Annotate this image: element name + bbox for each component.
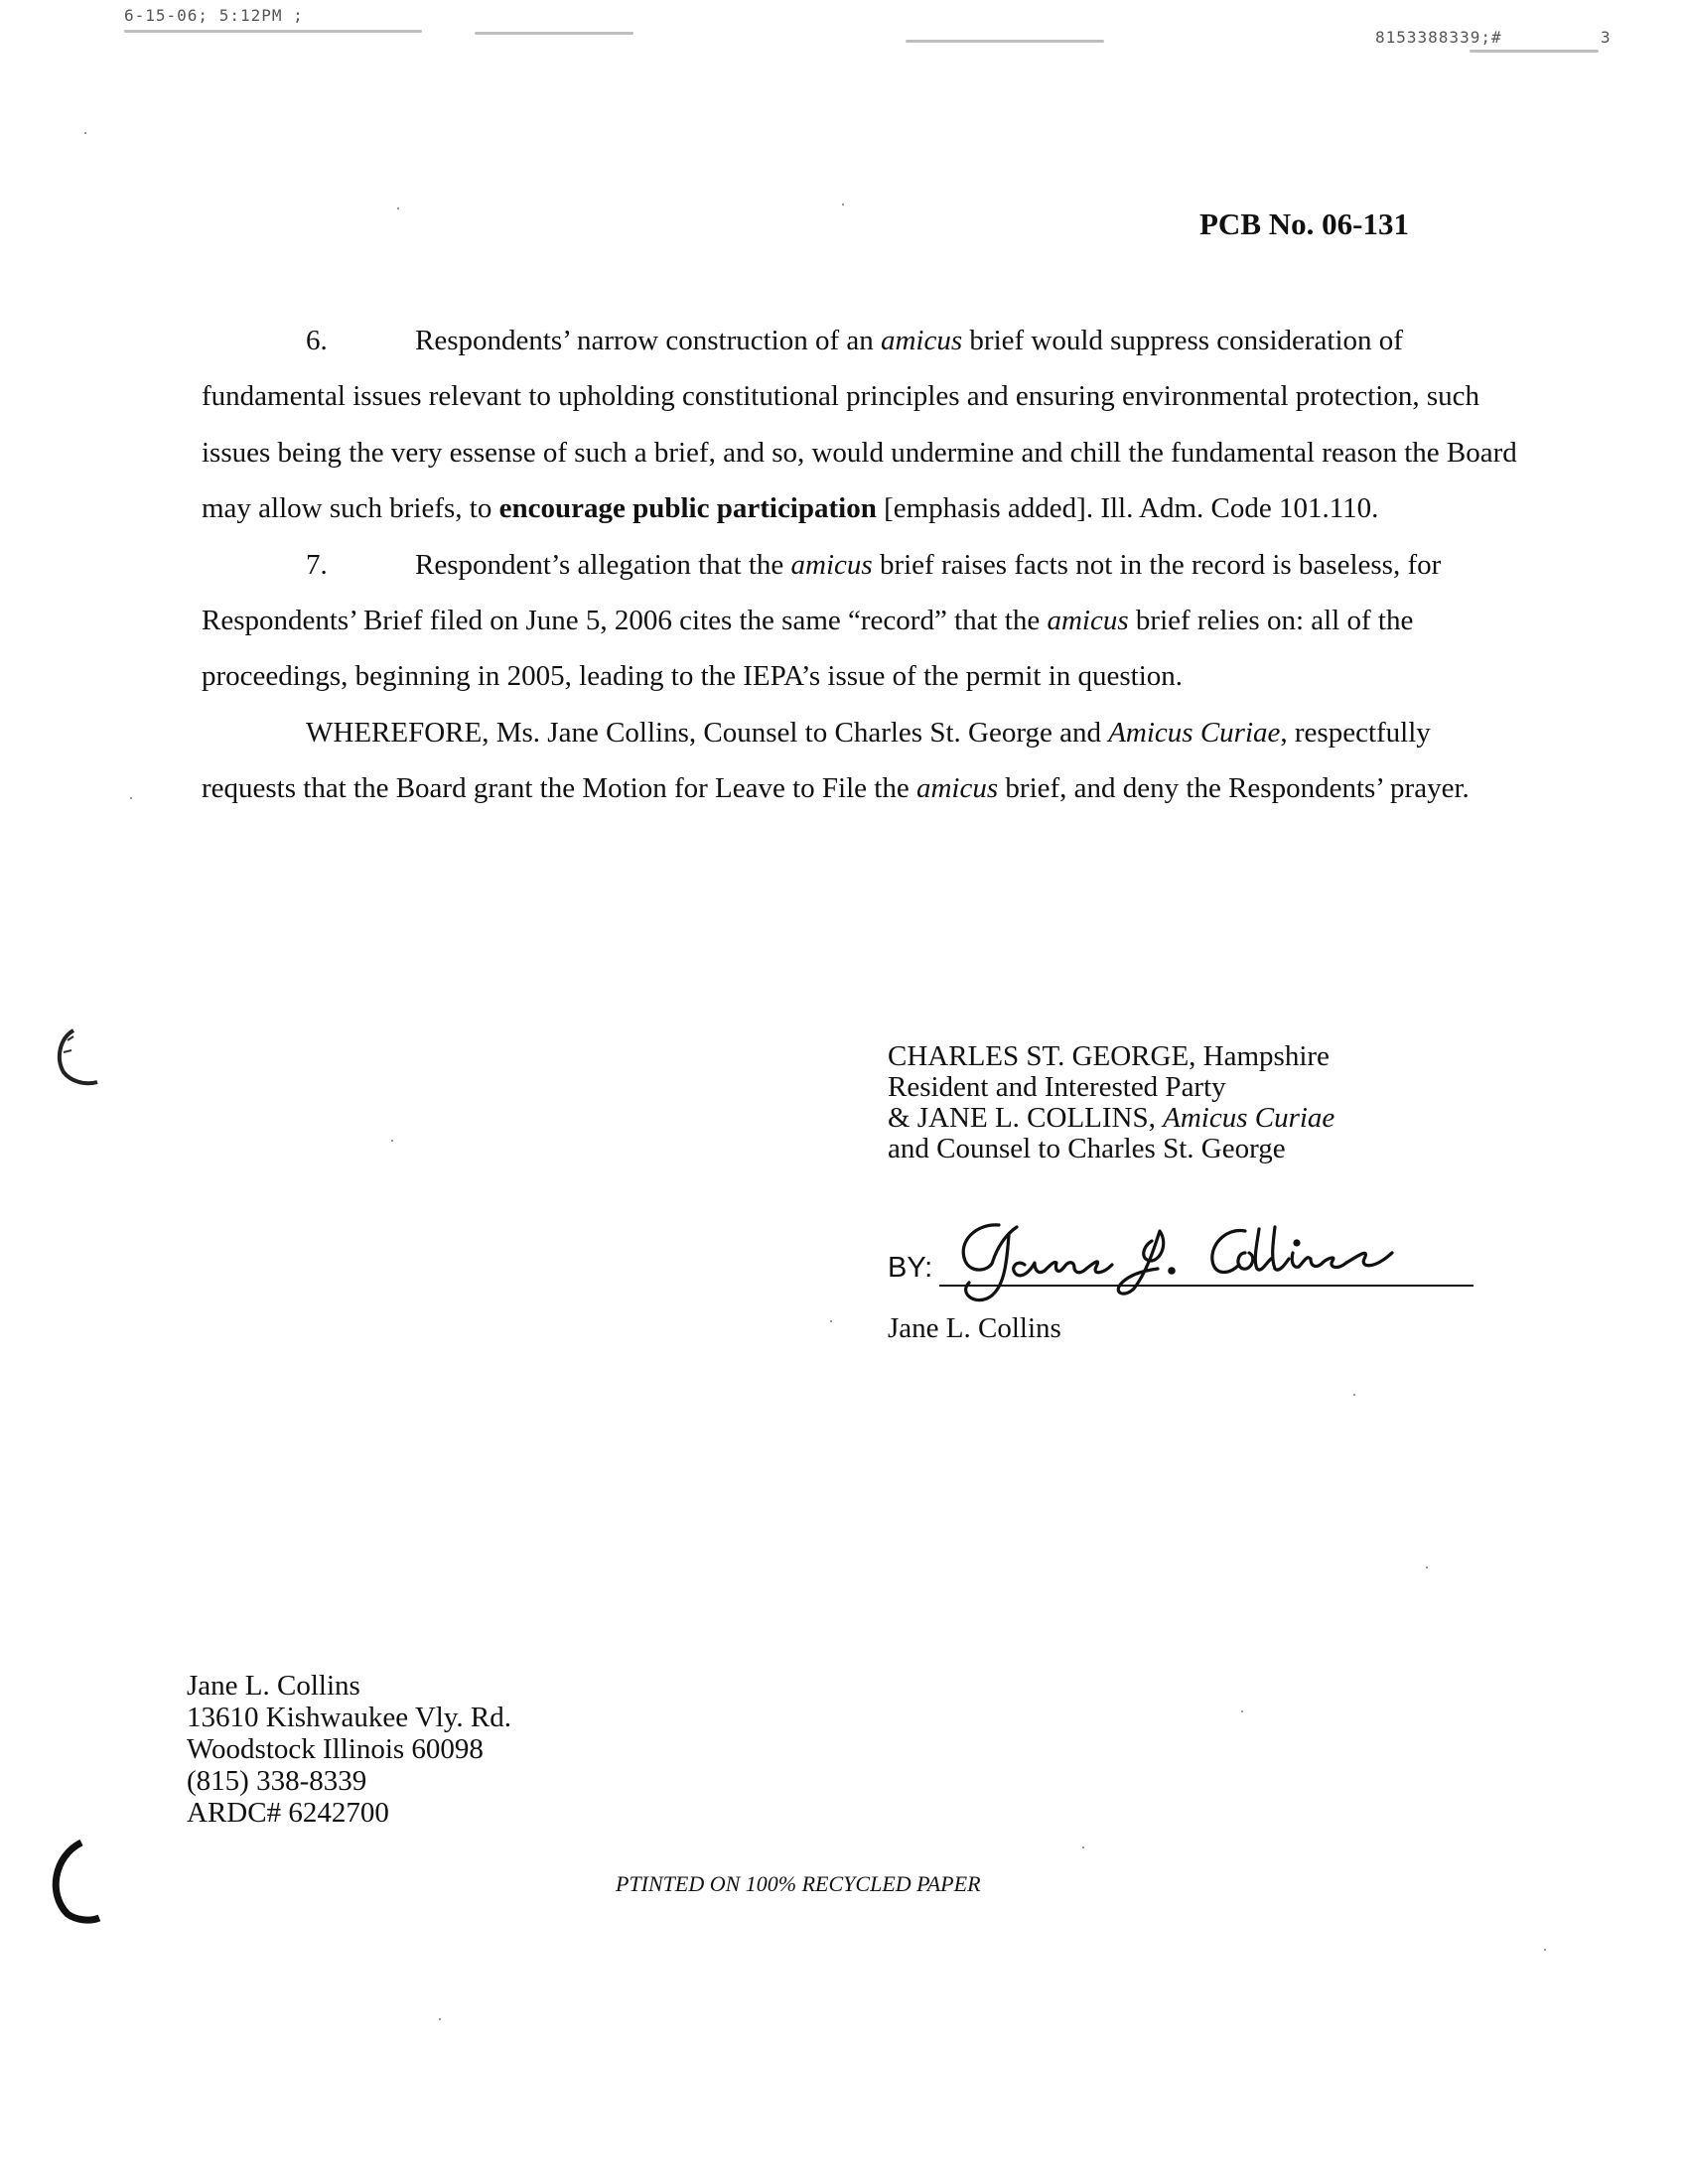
paragraph-7 bbox=[202, 537, 1532, 705]
scan-speck bbox=[1241, 1710, 1243, 1712]
address-city: Woodstock Illinois 60098 bbox=[187, 1733, 484, 1765]
handwritten-signature bbox=[947, 1213, 1414, 1302]
address-name: Jane L. Collins bbox=[187, 1670, 360, 1702]
scan-speck bbox=[397, 207, 399, 209]
fax-header bbox=[0, 6, 1684, 46]
text-run: , respectfully requests that the Board grant the Motion for Leave to File the bbox=[202, 716, 1431, 805]
fax-number: 8153388339;# bbox=[1375, 28, 1502, 47]
italic-run: amicus bbox=[915, 772, 999, 805]
text-run: & JANE L. COLLINS, bbox=[888, 1102, 1164, 1134]
paragraph-number: 7. bbox=[306, 548, 328, 581]
text-run: Respondents’ narrow construction of an bbox=[415, 325, 881, 356]
text-run: brief relies on: all of the proceedings, beginning in 2005, leading to the IEPA’s issue of the permit in question. bbox=[202, 605, 1414, 693]
italic-run: amicus bbox=[790, 548, 873, 581]
signature-rule bbox=[939, 1285, 1474, 1287]
footer-note: PTINTED ON 100% RECYCLED PAPER bbox=[616, 1871, 981, 1896]
paragraph-number: 6. bbox=[306, 325, 328, 356]
binding-mark-top bbox=[40, 1023, 109, 1092]
scan-speck bbox=[1426, 1567, 1428, 1569]
text-run: [emphasis added]. Ill. Adm. Code 101.110. bbox=[876, 492, 1379, 525]
document-body bbox=[202, 313, 1532, 817]
scan-speck bbox=[391, 1140, 393, 1142]
text-run: brief raises facts not in the record is baseless, for Respondents’ Brief filed on June 5, 2006 cites the same “record” that the bbox=[202, 548, 1442, 637]
paragraph-6 bbox=[202, 313, 1532, 537]
binding-mark-bottom bbox=[38, 1837, 107, 1926]
scan-speck bbox=[1544, 1949, 1546, 1951]
signature-line bbox=[888, 1221, 1474, 1287]
scan-speck bbox=[130, 797, 132, 799]
address-phone: (815) 338-8339 bbox=[187, 1765, 367, 1797]
attorney-address bbox=[187, 1670, 511, 1829]
scan-speck bbox=[830, 1320, 832, 1322]
italic-run: amicus bbox=[1047, 605, 1129, 637]
text-run: brief would suppress consideration of fundamental issues relevant to upholding constitutional principles and ensuring environmental protection, such issues being the very essense of such a brief, and so, would undermine and chill the fundamental reason the Board may allow such briefs, to bbox=[202, 325, 1517, 525]
signer-name: Jane L. Collins bbox=[888, 1312, 1061, 1344]
text-run: Respondent’s allegation that the bbox=[415, 548, 791, 581]
text-run: WHEREFORE, Ms. Jane Collins, Counsel to Charles St. George and bbox=[306, 716, 1109, 749]
signature-line-3 bbox=[888, 1103, 1334, 1134]
fax-page-number: 3 bbox=[1601, 28, 1612, 47]
case-number: PCB No. 06-131 bbox=[1199, 206, 1409, 241]
fax-smear-1 bbox=[124, 30, 422, 33]
italic-run: amicus bbox=[880, 325, 963, 356]
scan-speck bbox=[1353, 1394, 1355, 1396]
italic-run: Amicus Curiae bbox=[1163, 1102, 1335, 1134]
fax-smear-3 bbox=[906, 40, 1104, 43]
bold-run: encourage public participation bbox=[498, 492, 877, 525]
italic-run: Amicus Curiae bbox=[1108, 716, 1281, 749]
scan-speck bbox=[842, 204, 844, 205]
address-street: 13610 Kishwaukee Vly. Rd. bbox=[187, 1702, 512, 1733]
wherefore-paragraph bbox=[202, 705, 1532, 817]
scan-speck bbox=[1082, 1846, 1084, 1848]
signature-line-2: Resident and Interested Party bbox=[888, 1071, 1226, 1103]
fax-timestamp: 6-15-06; 5:12PM ; bbox=[124, 6, 304, 25]
signature-block bbox=[888, 1041, 1334, 1164]
by-label: BY: bbox=[888, 1252, 933, 1284]
scan-speck bbox=[439, 2018, 441, 2020]
fax-smear-4 bbox=[1470, 50, 1599, 53]
signature-line-1: CHARLES ST. GEORGE, Hampshire bbox=[888, 1040, 1330, 1072]
fax-smear-2 bbox=[475, 32, 633, 35]
signature-line-4: and Counsel to Charles St. George bbox=[888, 1133, 1286, 1164]
address-ardc: ARDC# 6242700 bbox=[187, 1797, 389, 1829]
scan-speck bbox=[84, 132, 86, 134]
text-run: brief, and deny the Respondents’ prayer. bbox=[998, 772, 1470, 805]
